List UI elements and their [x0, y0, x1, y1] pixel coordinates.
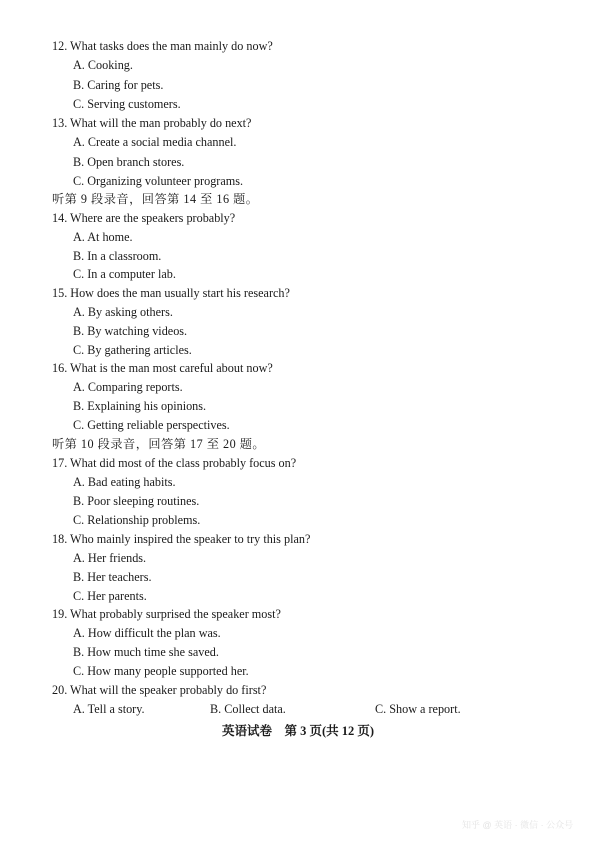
question-20-option-c: C. Show a report. — [375, 702, 461, 716]
question-14-stem: 14. Where are the speakers probably? — [52, 211, 236, 225]
question-13-stem: 13. What will the man probably do next? — [52, 116, 252, 130]
page-footer: 英语试卷 第 3 页(共 12 页) — [221, 724, 375, 738]
question-15-option-c: C. By gathering articles. — [73, 343, 192, 357]
question-19-option-b: B. How much time she saved. — [73, 645, 219, 659]
question-17-option-c: C. Relationship problems. — [73, 513, 201, 527]
question-15-stem: 15. How does the man usually start his research? — [52, 286, 290, 300]
question-18-option-b: B. Her teachers. — [73, 570, 152, 584]
question-18-stem: 18. Who mainly inspired the speaker to try this plan? — [52, 532, 311, 546]
question-19-option-a: A. How difficult the plan was. — [73, 626, 221, 640]
question-17-option-b: B. Poor sleeping routines. — [73, 494, 200, 508]
question-12-stem: 12. What tasks does the man mainly do now? — [52, 39, 273, 53]
question-20-stem: 20. What will the speaker probably do first? — [52, 683, 267, 697]
question-17-option-a: A. Bad eating habits. — [73, 475, 176, 489]
question-18-option-a: A. Her friends. — [73, 551, 147, 565]
question-19-stem: 19. What probably surprised the speaker most? — [52, 607, 281, 621]
question-15-option-b: B. By watching videos. — [73, 324, 188, 338]
question-14-option-b: B. In a classroom. — [73, 249, 162, 263]
question-14-option-a: A. At home. — [73, 230, 133, 244]
question-20-option-b: B. Collect data. — [210, 702, 286, 716]
question-12-option-a: A. Cooking. — [73, 58, 133, 72]
question-13-option-c: C. Organizing volunteer programs. — [73, 174, 244, 188]
question-17-stem: 17. What did most of the class probably focus on? — [52, 456, 297, 470]
question-16-option-a: A. Comparing reports. — [73, 380, 183, 394]
section-heading-10: 听第 10 段录音，回答第 17 至 20 题。 — [52, 437, 266, 451]
question-18-option-c: C. Her parents. — [73, 589, 147, 603]
question-13-option-a: A. Create a social media channel. — [73, 135, 237, 149]
question-16-stem: 16. What is the man most careful about now? — [52, 361, 273, 375]
question-12-option-c: C. Serving customers. — [73, 97, 181, 111]
question-15-option-a: A. By asking others. — [73, 305, 173, 319]
question-14-option-c: C. In a computer lab. — [73, 267, 176, 281]
section-heading-9: 听第 9 段录音，回答第 14 至 16 题。 — [52, 192, 259, 206]
question-19-option-c: C. How many people supported her. — [73, 664, 249, 678]
question-16-option-c: C. Getting reliable perspectives. — [73, 418, 230, 432]
question-16-option-b: B. Explaining his opinions. — [73, 399, 207, 413]
question-12-option-b: B. Caring for pets. — [73, 78, 164, 92]
watermark: 知乎 @ 英语 · 微信 · 公众号 — [462, 820, 574, 830]
question-20-option-a: A. Tell a story. — [73, 702, 145, 716]
question-13-option-b: B. Open branch stores. — [73, 155, 185, 169]
